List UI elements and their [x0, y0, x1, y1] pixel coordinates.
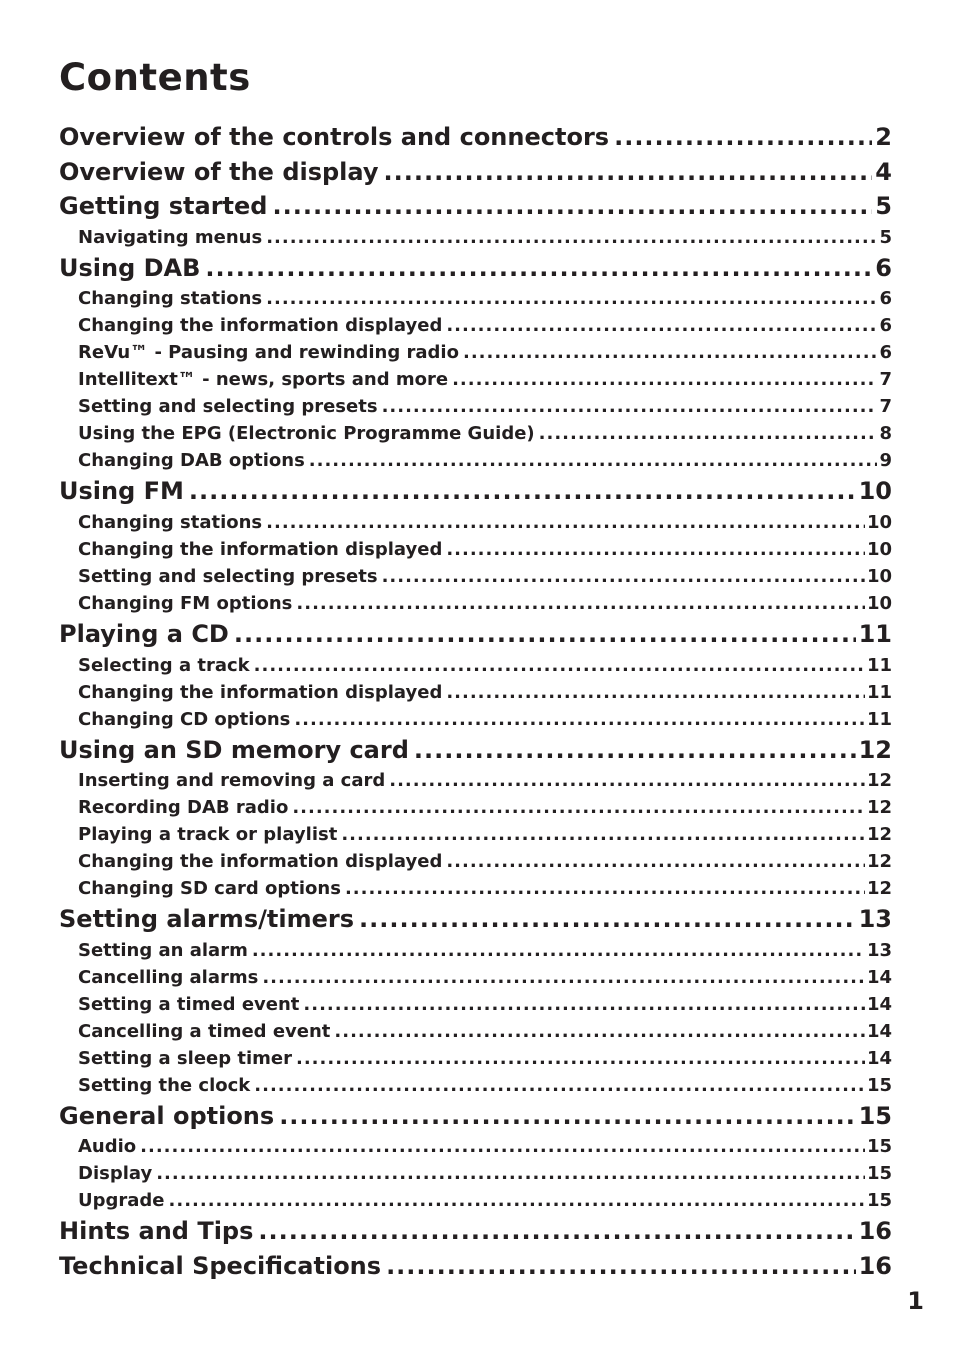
toc-entry-label: Display [78, 1163, 153, 1185]
toc-section-entry[interactable] [59, 120, 892, 155]
toc-entry-label: Cancelling a timed event [78, 1020, 331, 1042]
toc-entry-page-number: 10 [866, 565, 892, 587]
toc-entry-page-number: 15 [858, 1101, 892, 1130]
toc-dot-leader [252, 937, 865, 964]
toc-entry-page-number: 11 [866, 681, 892, 703]
toc-dot-leader [341, 821, 865, 848]
toc-dot-leader [296, 1045, 865, 1072]
toc-dot-leader [292, 794, 865, 821]
toc-entry-page-number: 16 [858, 1251, 892, 1280]
toc-subsection-entry[interactable] [59, 563, 892, 590]
toc-section-entry[interactable] [59, 902, 892, 937]
toc-entry-page-number: 6 [875, 253, 892, 282]
toc-entry-label: Recording DAB radio [78, 797, 289, 819]
toc-dot-leader [614, 120, 872, 155]
toc-subsection-entry[interactable] [59, 1045, 892, 1072]
toc-entry-page-number: 4 [875, 157, 892, 186]
toc-entry-label: Setting an alarm [78, 939, 248, 961]
toc-dot-leader [140, 1133, 865, 1160]
toc-entry-label: Changing SD card options [78, 878, 341, 900]
toc-subsection-entry[interactable] [59, 875, 892, 902]
toc-subsection-entry[interactable] [59, 393, 892, 420]
toc-subsection-entry[interactable] [59, 964, 892, 991]
toc-entry-label: Overview of the display [59, 157, 379, 186]
toc-entry-label: Cancelling alarms [78, 966, 259, 988]
toc-entry-label: Setting and selecting presets [78, 396, 378, 418]
toc-entry-label: Technical Specifications [59, 1251, 382, 1280]
toc-entry-page-number: 14 [866, 966, 892, 988]
toc-dot-leader [303, 991, 865, 1018]
toc-entry-page-number: 15 [866, 1190, 892, 1212]
toc-entry-page-number: 10 [866, 511, 892, 533]
toc-entry-page-number: 7 [879, 369, 892, 391]
toc-entry-label: Intellitext™ - news, sports and more [78, 369, 449, 391]
toc-entry-page-number: 7 [879, 396, 892, 418]
toc-entry-label: Using the EPG (Electronic Programme Guide) [78, 423, 535, 445]
toc-subsection-entry[interactable] [59, 1187, 892, 1214]
toc-entry-page-number: 12 [866, 797, 892, 819]
toc-entry-page-number: 14 [866, 1020, 892, 1042]
toc-entry-label: Using DAB [59, 253, 201, 282]
toc-entry-label: ReVu™ - Pausing and rewinding radio [78, 342, 459, 364]
toc-entry-label: Changing the information displayed [78, 538, 443, 560]
toc-entry-page-number: 14 [866, 993, 892, 1015]
toc-dot-leader [452, 366, 877, 393]
toc-entry-label: Setting a timed event [78, 993, 300, 1015]
toc-entry-page-number: 12 [866, 851, 892, 873]
toc-dot-leader [389, 767, 865, 794]
toc-entry-label: Playing a track or playlist [78, 824, 338, 846]
toc-entry-page-number: 14 [866, 1047, 892, 1069]
toc-dot-leader [205, 251, 872, 286]
toc-entry-page-number: 6 [879, 315, 892, 337]
toc-dot-leader [446, 848, 865, 875]
toc-entry-label: Getting started [59, 192, 268, 221]
toc-entry-label: Setting the clock [78, 1074, 251, 1096]
toc-dot-leader [309, 447, 878, 474]
toc-entry-page-number: 10 [866, 538, 892, 560]
toc-entry-label: Hints and Tips [59, 1217, 254, 1246]
toc-entry-page-number: 8 [879, 423, 892, 445]
toc-entry-label: Changing CD options [78, 708, 291, 730]
toc-section-entry[interactable] [59, 1099, 892, 1134]
toc-entry-page-number: 9 [879, 450, 892, 472]
toc-entry-label: Navigating menus [78, 226, 263, 248]
toc-subsection-entry[interactable] [59, 794, 892, 821]
toc-entry-label: Changing stations [78, 511, 263, 533]
toc-dot-leader [382, 563, 865, 590]
toc-entry-page-number: 11 [866, 654, 892, 676]
toc-entry-label: Overview of the controls and connectors [59, 123, 610, 151]
toc-entry-label: Setting and selecting presets [78, 565, 378, 587]
toc-entry-page-number: 6 [879, 288, 892, 310]
toc-entry-page-number: 10 [858, 477, 892, 506]
toc-dot-leader [294, 706, 865, 733]
toc-subsection-entry[interactable] [59, 536, 892, 563]
toc-entry-label: Changing the information displayed [78, 851, 443, 873]
toc-entry-page-number: 13 [858, 905, 892, 934]
toc-section-entry[interactable] [59, 155, 892, 190]
toc-subsection-entry[interactable] [59, 1018, 892, 1045]
toc-subsection-entry[interactable] [59, 447, 892, 474]
toc-section-entry[interactable] [59, 1214, 892, 1249]
toc-dot-leader [359, 902, 856, 937]
toc-entry-page-number: 10 [866, 592, 892, 614]
toc-dot-leader [234, 617, 856, 652]
toc-dot-leader [446, 679, 865, 706]
contents-page [59, 56, 892, 1284]
toc-dot-leader [382, 393, 878, 420]
toc-subsection-entry[interactable] [59, 339, 892, 366]
toc-dot-leader [266, 509, 865, 536]
toc-entry-page-number: 15 [866, 1074, 892, 1096]
toc-dot-leader [279, 1099, 855, 1134]
toc-entry-label: Selecting a track [78, 654, 250, 676]
toc-subsection-entry[interactable] [59, 1072, 892, 1099]
toc-subsection-entry[interactable] [59, 509, 892, 536]
toc-entry-label: Setting a sleep timer [78, 1047, 292, 1069]
toc-entry-label: Inserting and removing a card [78, 770, 386, 792]
toc-dot-leader [446, 312, 877, 339]
toc-entry-label: Changing the information displayed [78, 681, 443, 703]
toc-subsection-entry[interactable] [59, 312, 892, 339]
toc-entry-label: General options [59, 1101, 275, 1130]
toc-entry-label: Setting alarms/timers [59, 905, 354, 934]
toc-entry-page-number: 15 [866, 1163, 892, 1185]
toc-dot-leader [156, 1160, 865, 1187]
toc-entry-label: Using FM [59, 477, 184, 506]
toc-dot-leader [262, 964, 865, 991]
toc-dot-leader [463, 339, 877, 366]
toc-entry-page-number: 12 [866, 770, 892, 792]
toc-entry-page-number: 6 [879, 342, 892, 364]
toc-entry-label: Using an SD memory card [59, 735, 409, 764]
toc-subsection-entry[interactable] [59, 821, 892, 848]
toc-dot-leader [169, 1187, 865, 1214]
toc-section-entry[interactable] [59, 733, 892, 768]
toc-subsection-entry[interactable] [59, 848, 892, 875]
toc-entry-page-number: 2 [875, 123, 892, 151]
toc-section-entry[interactable] [59, 189, 892, 224]
toc-entry-page-number: 12 [866, 878, 892, 900]
page-title: Contents [59, 56, 251, 99]
toc-entry-page-number: 16 [858, 1217, 892, 1246]
toc-dot-leader [345, 875, 865, 902]
toc-dot-leader [266, 285, 877, 312]
toc-subsection-entry[interactable] [59, 767, 892, 794]
page-number: 1 [907, 1287, 924, 1315]
toc-entry-page-number: 15 [866, 1136, 892, 1158]
toc-entry-label: Playing a CD [59, 619, 229, 648]
toc-entry-label: Audio [78, 1136, 137, 1158]
toc-subsection-entry[interactable] [59, 285, 892, 312]
toc-dot-leader [334, 1018, 865, 1045]
toc-entry-page-number: 5 [875, 192, 892, 221]
toc-dot-leader [266, 224, 877, 251]
toc-section-entry[interactable] [59, 474, 892, 509]
toc-entry-page-number: 13 [866, 939, 892, 961]
toc-subsection-entry[interactable] [59, 1160, 892, 1187]
toc-entry-label: Changing the information displayed [78, 315, 443, 337]
toc-subsection-entry[interactable] [59, 706, 892, 733]
toc-dot-leader [254, 652, 865, 679]
toc-entry-page-number: 12 [866, 824, 892, 846]
toc-dot-leader [258, 1214, 855, 1249]
toc-dot-leader [189, 474, 856, 509]
toc-entry-label: Changing FM options [78, 592, 293, 614]
toc-dot-leader [539, 420, 878, 447]
toc-subsection-entry[interactable] [59, 991, 892, 1018]
toc-dot-leader [254, 1072, 865, 1099]
toc-subsection-entry[interactable] [59, 679, 892, 706]
toc-entry-page-number: 11 [866, 708, 892, 730]
toc-entry-page-number: 5 [879, 226, 892, 248]
toc-section-entry[interactable] [59, 617, 892, 652]
toc-subsection-entry[interactable] [59, 366, 892, 393]
toc-subsection-entry[interactable] [59, 937, 892, 964]
toc-entry-label: Changing DAB options [78, 450, 305, 472]
toc-entry-page-number: 12 [858, 735, 892, 764]
toc-entry-label: Changing stations [78, 288, 263, 310]
toc-subsection-entry[interactable] [59, 420, 892, 447]
toc-dot-leader [296, 590, 865, 617]
toc-section-entry[interactable] [59, 1249, 892, 1284]
toc-dot-leader [384, 155, 873, 190]
toc-subsection-entry[interactable] [59, 1133, 892, 1160]
toc-section-entry[interactable] [59, 251, 892, 286]
toc-dot-leader [446, 536, 865, 563]
toc-subsection-entry[interactable] [59, 590, 892, 617]
toc-dot-leader [414, 733, 856, 768]
toc-subsection-entry[interactable] [59, 652, 892, 679]
toc-subsection-entry[interactable] [59, 224, 892, 251]
toc-entry-label: Upgrade [78, 1190, 165, 1212]
toc-dot-leader [273, 189, 873, 224]
toc-dot-leader [386, 1249, 856, 1284]
toc-entry-page-number: 11 [858, 619, 892, 648]
table-of-contents [59, 120, 892, 1284]
